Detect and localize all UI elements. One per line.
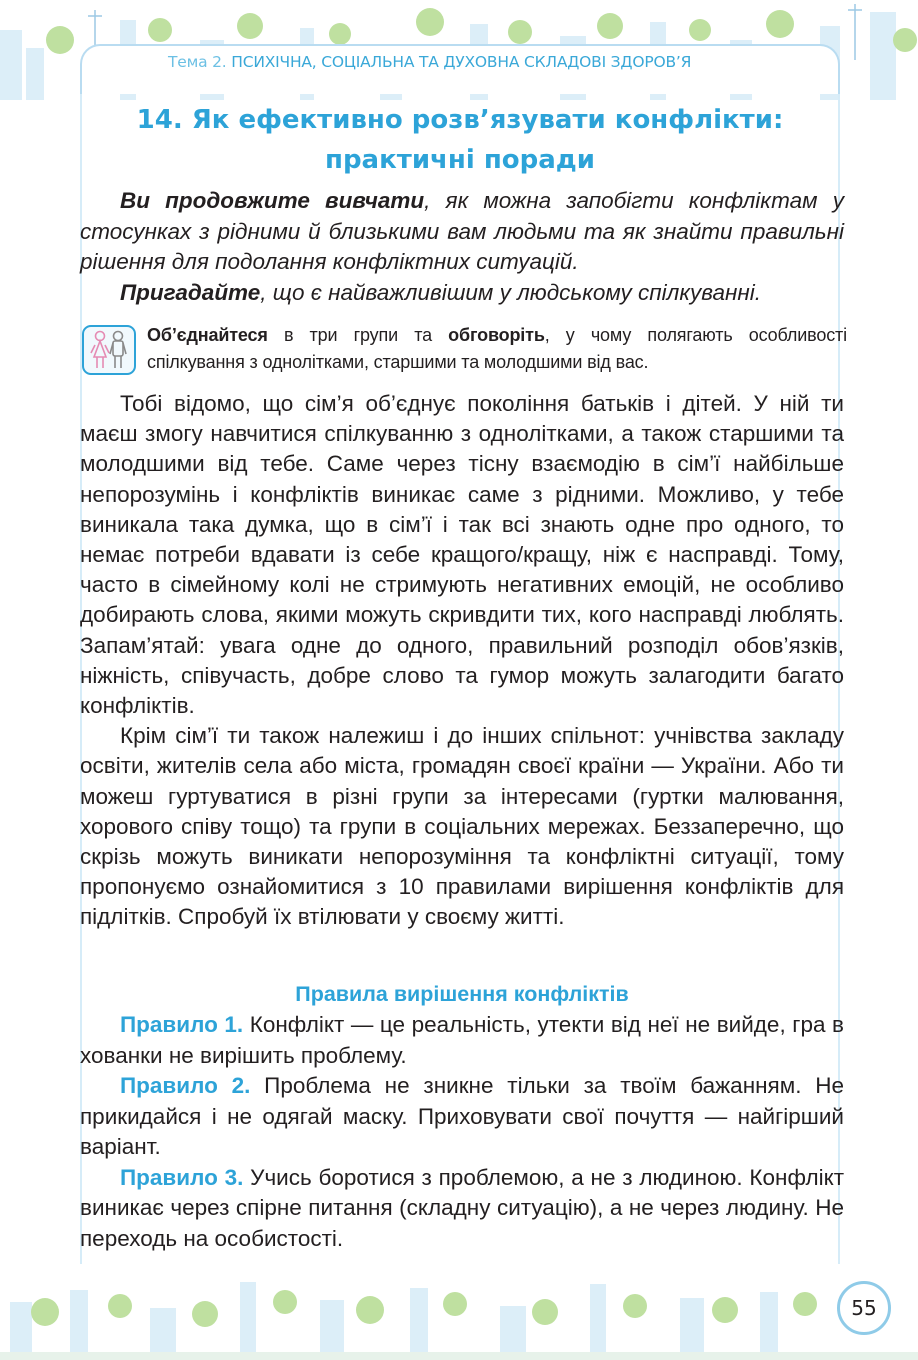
body-paragraph-1: Тобі відомо, що сім’я об’єднує покоління батьків і дітей. У ній ти маєш змогу навчитися спілкуванню з однолітками, а також старшими та молодшими від тебе. Саме через тісну взаємодію в сім’ї найбільше непорозумінь і конфліктів виникає саме з рідними. Можливо, у тебе виникала така думка, що в сім’ї і так всі знають одне про одного, то немає потреби вдавати із себе кращого/кращу, ніж є насправді. Тому, часто в сімейному колі не стримують негативних емоцій, не особливо добирають слова, якими можуть скривдити тих, кого насправді люблять. Запам’ятай: увага одне до одного, правильний розподіл обов’язків, ніжність, співучасть, добре слово та гумор можуть залагодити багато конфліктів. — [80, 391, 844, 719]
topic-title: ПСИХІЧНА, СОЦІАЛЬНА ТА ДУХОВНА СКЛАДОВІ ЗДОРОВ’Я — [231, 53, 692, 71]
group-task-bold-2: обговоріть — [448, 325, 545, 345]
rule-label: Правило 2. — [120, 1073, 251, 1098]
intro-paragraph-2 — [80, 278, 844, 309]
intro-text-2: , що є найважливішим у людському спілкуванні. — [260, 279, 761, 305]
rule-text: Конфлікт — це реальність, утекти від неї не вийде, гра в хованки не вирішить проблему. — [80, 1012, 844, 1068]
lesson-body — [80, 389, 844, 933]
intro-paragraph-1 — [80, 186, 844, 278]
group-task — [80, 322, 850, 382]
page-number: 55 — [837, 1281, 891, 1335]
group-task-text-2: , у чому полягають особливості спілкування з однолітками, старшими та молодшими від вас. — [147, 325, 847, 372]
rule-item — [80, 1071, 844, 1163]
rule-label: Правило 3. — [120, 1164, 244, 1190]
rule-text: Проблема не зникне тільки за твоїм бажанням. Не прикидайся і не одягай маску. Приховувати свої почуття — найгірший варіант. — [80, 1073, 844, 1159]
rules-heading: Правила вирішення конфліктів — [295, 982, 629, 1006]
city-decoration-bottom — [0, 1262, 918, 1360]
lesson-title-line-2: практичні поради — [324, 145, 596, 175]
lesson-title — [80, 100, 840, 180]
body-paragraph-2: Крім сім’ї ти також належиш і до інших спільнот: учнівства закладу освіти, жителів села або міста, громадян своєї країни — України. Або ти можеш гуртуватися в різні групи за інтересами (гуртки малювання, хорового співу тощо) та групи в соціальних мережах. Беззаперечно, що скрізь можуть виникати непорозуміння та конфліктні ситуації, тому пропонуємо ознайомитися з 10 правилами вирішення конфліктів для підлітків. Спробуй їх втілювати у своєму житті. — [80, 723, 844, 930]
intro-bold-1: Ви продовжите вивчати — [120, 188, 425, 213]
rule-text: Учись боротися з проблемою, а не з людиною. Конфлікт виникає через спірне питання (складну ситуацію), а не через людину. Не переходь на особистості. — [80, 1164, 845, 1251]
lesson-title-line-1: 14. Як ефективно розв’язувати конфлікти: — [136, 105, 784, 135]
topic-header — [168, 53, 828, 81]
intro-text-1: , як можна запобігти конфліктам у стосунках з рідними й близькими вам людьми та як знайти правильні рішення для подолання конфліктних ситуацій. — [80, 188, 844, 274]
rules-list — [80, 1010, 844, 1254]
rule-item — [80, 1010, 844, 1071]
group-task-text — [147, 322, 847, 376]
intro-bold-2: Пригадайте — [120, 279, 261, 305]
lesson-intro — [80, 186, 844, 308]
people-group-icon — [82, 325, 136, 375]
group-task-text-1: в три групи та — [267, 325, 449, 345]
topic-prefix: Тема 2. — [168, 53, 227, 71]
group-task-bold-1: Об’єднайтеся — [147, 325, 268, 345]
rule-label: Правило 1. — [120, 1012, 244, 1037]
rule-item — [80, 1163, 844, 1255]
